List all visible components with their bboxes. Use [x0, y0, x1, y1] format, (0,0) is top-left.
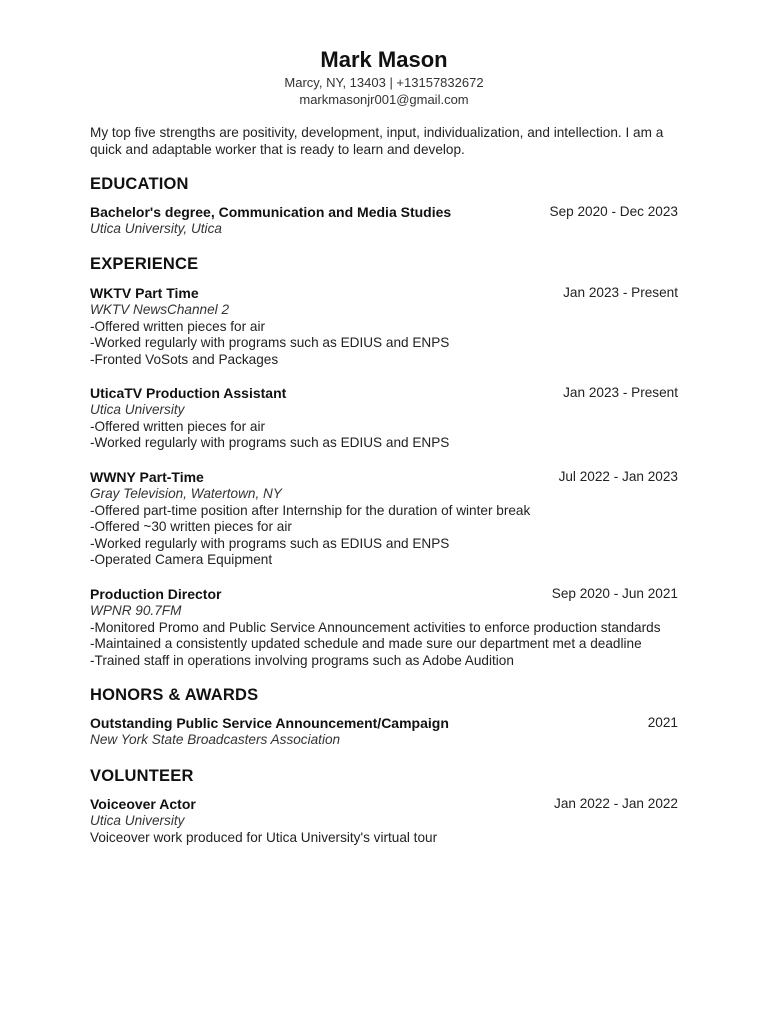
entry-date: Jan 2023 - Present [563, 385, 678, 400]
volunteer-entry [90, 795, 678, 846]
entry-bullet: -Worked regularly with programs such as EDIUS and ENPS [90, 435, 450, 451]
entry-date: Sep 2020 - Jun 2021 [551, 586, 678, 601]
entry-bullet: -Offered part-time position after Internship for the duration of winter break [90, 502, 531, 518]
candidate-name: Mark Mason [320, 47, 448, 72]
entry-org: Utica University [90, 813, 185, 828]
entry-date: Jul 2022 - Jan 2023 [558, 469, 678, 484]
section-title-volunteer: VOLUNTEER [90, 767, 194, 785]
education-entry [90, 203, 678, 238]
entry-org: Gray Television, Watertown, NY [90, 486, 282, 501]
entry-bullet: -Offered written pieces for air [90, 418, 266, 434]
summary-text: My top five strengths are positivity, development, input, individualization, and intellection. I am a quick and adaptable worker that is ready to learn and develop. [90, 125, 664, 157]
entry-title: Production Director [90, 586, 222, 602]
entry-date: 2021 [647, 715, 678, 730]
entry-org: WPNR 90.7FM [90, 603, 182, 618]
entry-title: Voiceover Actor [90, 796, 196, 812]
entry-bullet: -Operated Camera Equipment [90, 552, 273, 568]
entry-bullet: -Worked regularly with programs such as EDIUS and ENPS [90, 335, 450, 351]
entry-title: UticaTV Production Assistant [90, 385, 287, 401]
entry-bullet: -Fronted VoSots and Packages [90, 351, 279, 367]
entry-org: Utica University, Utica [90, 221, 222, 236]
section-title-experience: EXPERIENCE [90, 255, 199, 273]
entry-title: Bachelor's degree, Communication and Media Studies [90, 204, 452, 220]
experience-entry [90, 468, 678, 569]
entry-bullet: -Worked regularly with programs such as EDIUS and ENPS [90, 535, 450, 551]
entry-date: Sep 2020 - Dec 2023 [549, 204, 678, 219]
resume-header [0, 46, 768, 108]
entry-date: Jan 2023 - Present [563, 285, 678, 300]
contact-location-phone: Marcy, NY, 13403 | +13157832672 [284, 75, 484, 90]
honors-entry [90, 714, 678, 749]
entry-date: Jan 2022 - Jan 2022 [554, 796, 678, 811]
entry-bullet: Voiceover work produced for Utica University's virtual tour [90, 829, 438, 845]
experience-entry [90, 384, 678, 452]
entry-title: WWNY Part-Time [90, 469, 204, 485]
entry-title: Outstanding Public Service Announcement/Campaign [90, 715, 449, 731]
entry-title: WKTV Part Time [90, 285, 199, 301]
experience-entry [90, 284, 678, 368]
entry-bullet: -Offered written pieces for air [90, 318, 266, 334]
entry-bullet: -Monitored Promo and Public Service Announcement activities to enforce production standards [90, 619, 661, 635]
entry-org: WKTV NewsChannel 2 [90, 302, 230, 317]
entry-org: Utica University [90, 402, 185, 417]
experience-entry [90, 585, 678, 669]
section-title-honors: HONORS & AWARDS [90, 686, 259, 704]
section-title-education: EDUCATION [90, 175, 189, 193]
entry-bullet: -Trained staff in operations involving programs such as Adobe Audition [90, 652, 514, 668]
entry-bullet: -Offered ~30 written pieces for air [90, 519, 292, 535]
contact-email: markmasonjr001@gmail.com [299, 92, 469, 107]
entry-bullet: -Maintained a consistently updated schedule and made sure our department met a deadline [90, 636, 642, 652]
entry-org: New York State Broadcasters Association [90, 732, 341, 747]
